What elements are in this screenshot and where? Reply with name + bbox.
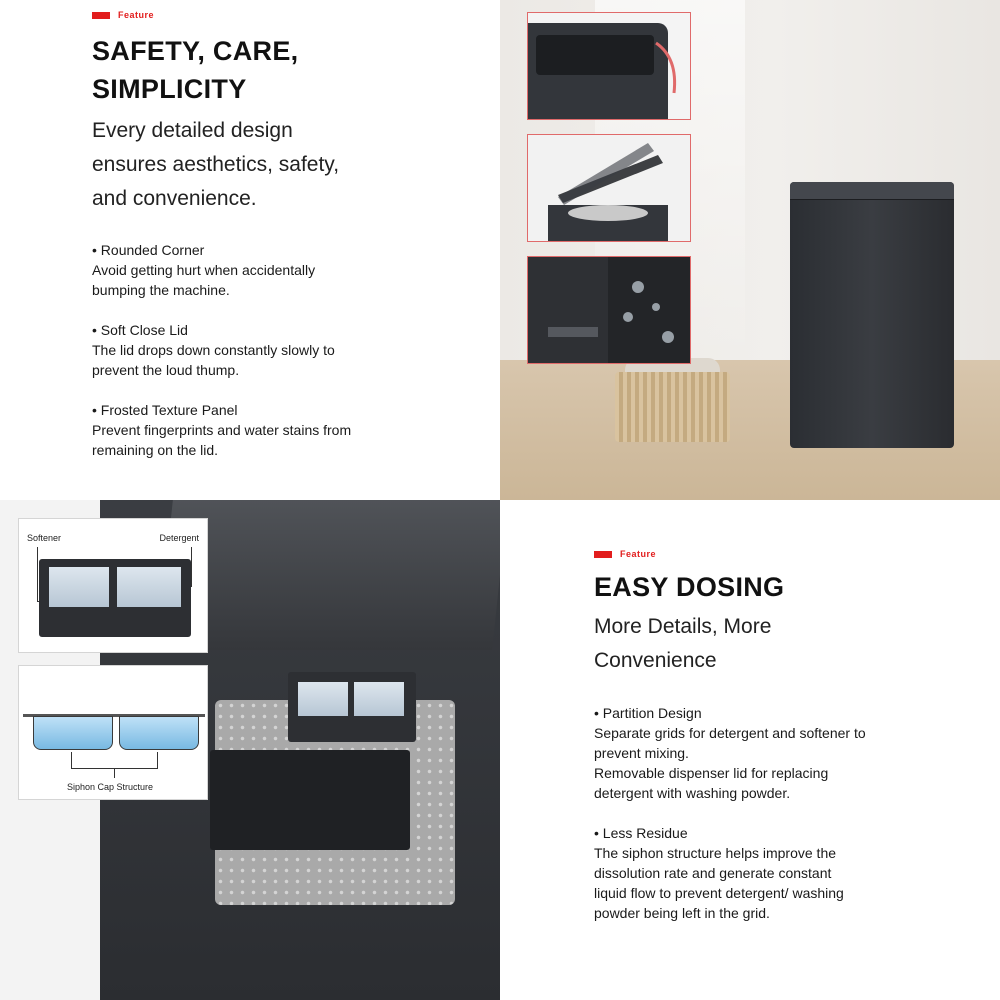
feature-tag-label: Feature xyxy=(620,549,657,559)
bullet-title: • Rounded Corner xyxy=(92,242,205,258)
softener-cell xyxy=(49,567,109,607)
bullet-soft-close-lid xyxy=(92,320,335,380)
bullet-body: prevent mixing. xyxy=(594,745,689,761)
dosing-feature-panel xyxy=(500,500,1000,1000)
bullet-body: The lid drops down constantly slowly to xyxy=(92,342,335,358)
thumb-soft-close-lid xyxy=(527,134,691,242)
dosing-subtitle xyxy=(594,610,771,678)
safety-subtitle-line2: ensures aesthetics, safety, xyxy=(92,153,340,176)
bullet-body: Removable dispenser lid for replacing xyxy=(594,765,829,781)
safety-title-line2: SIMPLICITY xyxy=(92,74,247,104)
safety-title xyxy=(92,32,298,108)
thumb-rounded-corner xyxy=(527,12,691,120)
laundry-basket xyxy=(615,372,730,442)
callout-line xyxy=(37,547,38,602)
detergent-drawer xyxy=(288,672,416,742)
bullet-body: liquid flow to prevent detergent/ washing xyxy=(594,885,844,901)
safety-subtitle-line3: and convenience. xyxy=(92,187,257,210)
callout-line xyxy=(114,768,115,778)
bullet-body: detergent with washing powder. xyxy=(594,785,791,801)
bullet-body: Prevent fingerprints and water stains from xyxy=(92,422,352,438)
callout-line xyxy=(191,547,192,587)
bullet-title: • Partition Design xyxy=(594,705,702,721)
washer-open-lid xyxy=(157,500,500,650)
siphon-label: Siphon Cap Structure xyxy=(67,782,154,792)
detergent-cell xyxy=(354,682,404,716)
bullet-body: Avoid getting hurt when accidentally xyxy=(92,262,316,278)
washer-lid xyxy=(790,182,954,200)
product-lifestyle-image xyxy=(500,0,1000,500)
safety-subtitle-line1: Every detailed design xyxy=(92,119,293,142)
inset-dispenser xyxy=(18,518,208,653)
bullet-body: dissolution rate and generate constant xyxy=(594,865,832,881)
rounded-corner-illustration xyxy=(528,13,691,120)
bullet-title: • Soft Close Lid xyxy=(92,322,188,338)
inset-siphon xyxy=(18,665,208,800)
feature-tag xyxy=(594,549,656,559)
dosing-detail-image xyxy=(0,500,500,1000)
callout-line xyxy=(157,752,158,768)
red-mark-icon xyxy=(92,12,110,19)
safety-feature-panel xyxy=(0,0,500,500)
dosing-subtitle-line1: More Details, More xyxy=(594,615,772,638)
dosing-title: EASY DOSING xyxy=(594,572,785,602)
bullet-frosted-panel xyxy=(92,400,351,460)
bullet-body: The siphon structure helps improve the xyxy=(594,845,837,861)
bullet-rounded-corner xyxy=(92,240,315,300)
bullet-body: remaining on the lid. xyxy=(92,442,219,458)
red-mark-icon xyxy=(594,551,612,558)
safety-subtitle xyxy=(92,114,339,216)
softener-label: Softener xyxy=(27,533,62,543)
bullet-body: powder being left in the grid. xyxy=(594,905,770,921)
dispenser-drawer xyxy=(39,559,191,637)
detergent-cell xyxy=(117,567,181,607)
dosing-subtitle-line2: Convenience xyxy=(594,649,717,672)
bullet-body: Separate grids for detergent and softener to xyxy=(594,725,866,741)
siphon-cup-right xyxy=(119,716,199,750)
siphon-cup-left xyxy=(33,716,113,750)
feature-tag xyxy=(92,10,154,20)
bullet-body: prevent the loud thump. xyxy=(92,362,240,378)
frosted-panel-illustration xyxy=(528,257,691,364)
detergent-label: Detergent xyxy=(159,533,199,543)
thumb-frosted-panel xyxy=(527,256,691,364)
softener-cell xyxy=(298,682,348,716)
soft-close-lid-illustration xyxy=(528,135,691,242)
bullet-body: bumping the machine. xyxy=(92,282,230,298)
callout-line xyxy=(71,752,72,768)
bullet-title: • Frosted Texture Panel xyxy=(92,402,238,418)
safety-title-line1: SAFETY, CARE, xyxy=(92,36,299,66)
washing-machine xyxy=(790,182,954,448)
bullet-less-residue xyxy=(594,823,844,923)
control-panel xyxy=(210,750,410,850)
bullet-title: • Less Residue xyxy=(594,825,688,841)
bullet-partition-design xyxy=(594,703,866,803)
feature-tag-label: Feature xyxy=(118,10,155,20)
